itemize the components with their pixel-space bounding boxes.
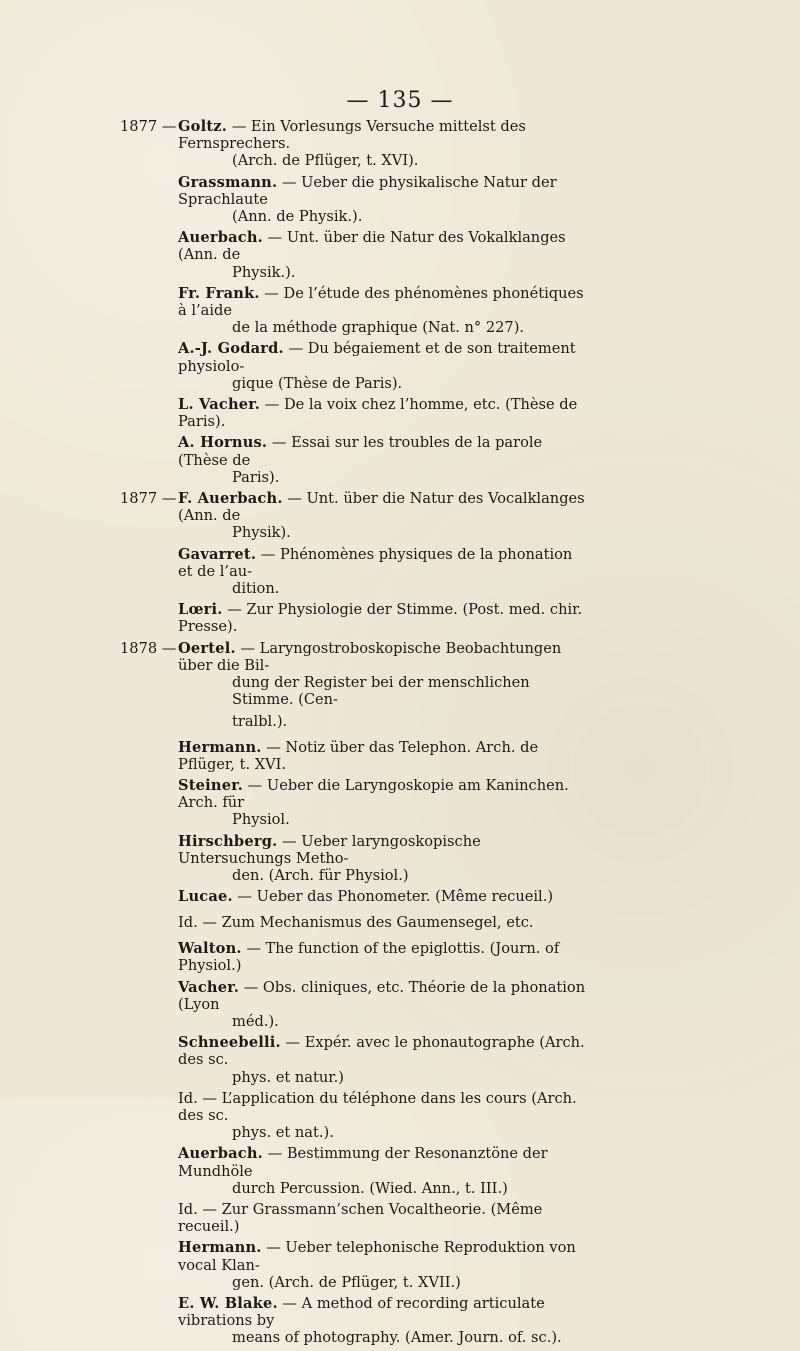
entry-continuation: méd.). bbox=[232, 1012, 279, 1030]
entry-title: — Ueber die Laryngoskopie am Kaninchen. Arch. für bbox=[178, 776, 569, 812]
entry-author: Grassmann. bbox=[178, 173, 278, 191]
entry-continuation: (Ann. de Physik.). bbox=[232, 208, 363, 226]
bibliography-entry bbox=[0, 396, 800, 430]
bibliography-entry bbox=[0, 1034, 800, 1086]
entry-continuation: Physiol. bbox=[232, 811, 290, 829]
entry-title: — Obs. cliniques, etc. Théorie de la phonation (Lyon bbox=[178, 978, 586, 1013]
entry-title: — Unt. über die Natur des Vocalklanges (Ann. de bbox=[178, 490, 585, 525]
entry-author: Hermann. bbox=[178, 738, 262, 756]
bibliography-entry bbox=[0, 914, 800, 936]
bibliography-entry bbox=[0, 546, 800, 598]
entry-continuation: den. (Arch. für Physiol.) bbox=[232, 866, 409, 884]
entry-author: Oertel. bbox=[178, 639, 236, 657]
entry-author: E. W. Blake. bbox=[178, 1294, 278, 1312]
bibliography-entry bbox=[0, 979, 800, 1031]
entry-author: Walton. bbox=[178, 940, 242, 958]
entry-title: — Ueber telephonische Reproduktion von vocal Klan- bbox=[178, 1239, 576, 1274]
entry-title: — Ueber das Phonometer. (Même recueil.) bbox=[232, 888, 554, 906]
entry-author: Hirschberg. bbox=[178, 832, 278, 850]
entry-author: Hermann. bbox=[178, 1239, 262, 1257]
entry-continuation: durch Percussion. (Wied. Ann., t. III.) bbox=[232, 1179, 508, 1197]
entry-title: — A method of recording articulate vibrations by bbox=[178, 1294, 545, 1330]
entry-author: Steiner. bbox=[178, 776, 244, 794]
entry-continuation: dition. bbox=[232, 580, 280, 598]
bibliography-entry bbox=[0, 229, 800, 281]
bibliography-entry bbox=[0, 434, 800, 486]
entry-author: Lœri. bbox=[178, 601, 223, 619]
entry-year: 1877 — bbox=[120, 118, 177, 135]
bibliography-entry bbox=[0, 940, 800, 974]
entry-continuation: phys. et nat.). bbox=[232, 1124, 334, 1142]
entry-continuation: phys. et natur.) bbox=[232, 1068, 344, 1086]
entry-title: — Phénomènes physiques de la phonation et de l’au- bbox=[178, 545, 573, 580]
entry-author: Lucae. bbox=[178, 888, 233, 906]
entry-title: Id. — L’application du téléphone dans les cours (Arch. des sc. bbox=[178, 1089, 577, 1124]
bibliography-list bbox=[0, 118, 800, 1351]
entry-continuation: (Arch. de Pflüger, t. XVI). bbox=[232, 152, 419, 170]
entry-continuation: Paris). bbox=[232, 468, 280, 486]
entry-author: Fr. Frank. bbox=[178, 284, 260, 302]
entry-title: Id. — Zum Mechanismus des Gaumensegel, etc. bbox=[178, 914, 534, 932]
bibliography-entry bbox=[0, 640, 800, 709]
bibliography-entry bbox=[0, 1295, 800, 1347]
entry-title: — Laryngostroboskopische Beobachtungen über die Bil- bbox=[178, 639, 562, 674]
bibliography-entry bbox=[0, 285, 800, 337]
bibliography-entry bbox=[0, 713, 800, 735]
entry-continuation: Physik.). bbox=[232, 263, 296, 281]
bibliography-entry bbox=[0, 174, 800, 226]
entry-author: A.-J. Godard. bbox=[178, 340, 284, 358]
entry-title: — Bestimmung der Resonanztöne der Mundhöle bbox=[178, 1145, 548, 1180]
entry-author: Schneebelli. bbox=[178, 1034, 281, 1052]
entry-title: — De l’étude des phénomènes phonétiques à l’aide bbox=[178, 284, 584, 320]
entry-title: — The function of the epiglottis. (Journ. of Physiol.) bbox=[178, 940, 560, 975]
bibliography-entry bbox=[0, 1090, 800, 1142]
entry-continuation: tralbl.). bbox=[232, 712, 288, 730]
entry-continuation: gen. (Arch. de Pflüger, t. XVII.) bbox=[232, 1273, 461, 1291]
entry-continuation: gique (Thèse de Paris). bbox=[232, 374, 403, 392]
bibliography-entry bbox=[0, 601, 800, 635]
bibliography-entry bbox=[0, 340, 800, 392]
entry-author: Gavarret. bbox=[178, 545, 257, 563]
bibliography-entry bbox=[0, 118, 800, 170]
entry-continuation: de la méthode graphique (Nat. n° 227). bbox=[232, 319, 525, 337]
entry-author: Goltz. bbox=[178, 118, 228, 135]
entry-continuation: Physik). bbox=[232, 524, 291, 542]
bibliography-entry bbox=[0, 490, 800, 542]
entry-title: — Ueber die physikalische Natur der Sprachlaute bbox=[178, 173, 557, 208]
bibliography-entry bbox=[0, 777, 800, 829]
entry-author: Vacher. bbox=[178, 978, 240, 996]
entry-year: 1878 — bbox=[120, 639, 177, 657]
entry-author: A. Hornus. bbox=[178, 434, 268, 452]
page-number: — 135 — bbox=[346, 88, 454, 113]
entry-author: L. Vacher. bbox=[178, 396, 261, 414]
bibliography-entry bbox=[0, 888, 800, 910]
bibliography-entry bbox=[0, 739, 800, 773]
entry-author: Auerbach. bbox=[178, 1145, 263, 1163]
bibliography-entry bbox=[0, 1239, 800, 1291]
entry-title: — Ueber laryngoskopische Untersuchungs Metho- bbox=[178, 832, 481, 867]
entry-title: — Expér. avec le phonautographe (Arch. des sc. bbox=[178, 1034, 585, 1069]
entry-title: Id. — Zur Grassmann’schen Vocaltheorie. (Même recueil.) bbox=[178, 1200, 543, 1236]
entry-title: — Ein Vorlesungs Versuche mittelst des Fernsprechers. bbox=[178, 118, 526, 153]
entry-year: 1877 — bbox=[120, 490, 177, 508]
entry-continuation: dung der Register bei der menschlichen Stimme. (Cen- bbox=[232, 674, 530, 709]
entry-author: Auerbach. bbox=[178, 229, 263, 247]
entry-title: — Notiz über das Telephon. Arch. de Pflüger, t. XVI. bbox=[178, 738, 539, 773]
entry-title: — De la voix chez l’homme, etc. (Thèse de Paris). bbox=[178, 396, 578, 431]
entry-title: — Du bégaiement et de son traitement physiolo- bbox=[178, 340, 576, 375]
entry-continuation: means of photography. (Amer. Journ. of. sc.). bbox=[232, 1329, 562, 1347]
bibliography-entry bbox=[0, 1145, 800, 1197]
entry-title: — Unt. über die Natur des Vokalklanges (Ann. de bbox=[178, 229, 566, 264]
bibliography-entry bbox=[0, 1201, 800, 1235]
entry-author: F. Auerbach. bbox=[178, 490, 283, 508]
entry-title: — Zur Physiologie der Stimme. (Post. med. chir. Presse). bbox=[178, 601, 583, 636]
entry-title: — Essai sur les troubles de la parole (Thèse de bbox=[178, 434, 543, 469]
bibliography-entry bbox=[0, 833, 800, 885]
